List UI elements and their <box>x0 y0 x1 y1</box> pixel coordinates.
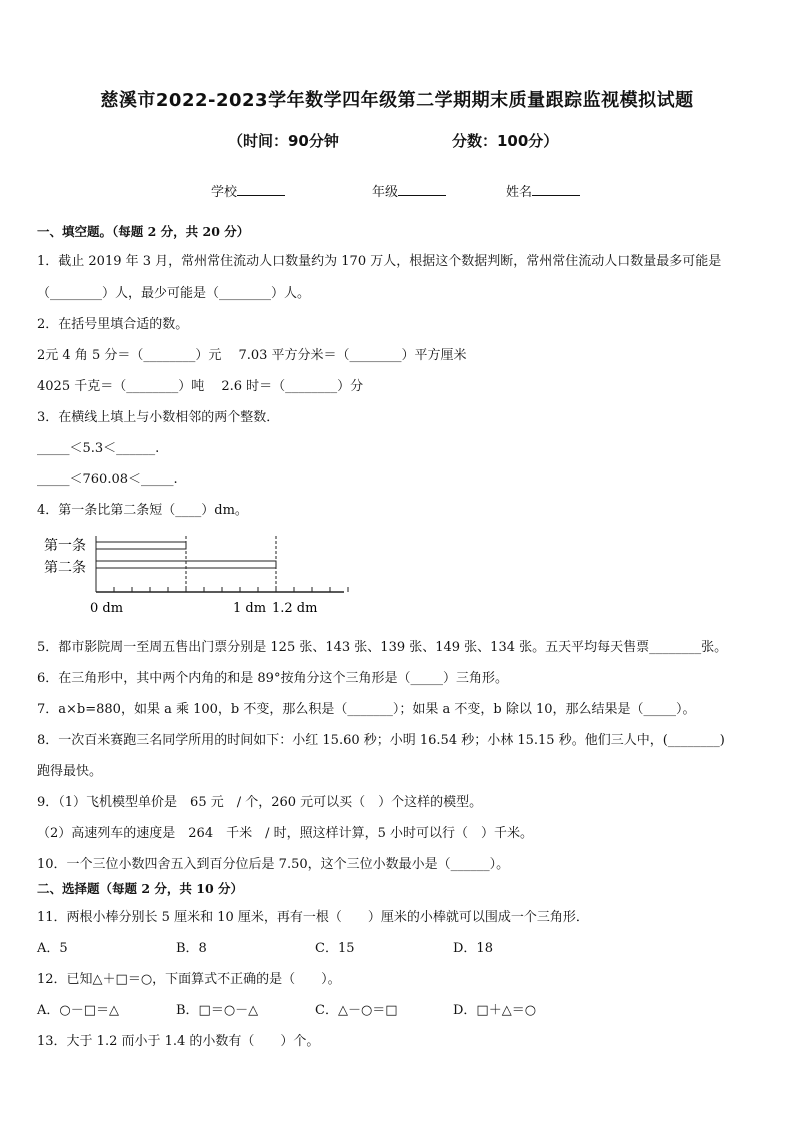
q12-option-a[interactable]: A．○－□＝△ <box>37 1003 120 1018</box>
question-4-stem: 4．第一条比第二条短（____）dm。 <box>37 503 248 518</box>
question-8-line-1: 8．一次百米赛跑三名同学所用的时间如下：小红 15.60 秒；小明 16.54 秒；小林 15.15 秒。他们三人中，(________) <box>37 733 725 748</box>
question-12: 12．已知△＋□＝○，下面算式不正确的是（ ）。 <box>37 972 341 987</box>
tick-label-0: 0 dm <box>90 601 124 616</box>
name-field[interactable] <box>506 181 580 200</box>
question-6: 6．在三角形中，其中两个内角的和是 89°按角分这个三角形是（_____）三角形。 <box>37 671 508 686</box>
school-label: 学校 <box>211 185 238 200</box>
question-8-line-2: 跑得最快。 <box>37 764 103 779</box>
question-13: 13．大于 1.2 而小于 1.4 的小数有（ ）个。 <box>37 1034 320 1049</box>
question-10: 10．一个三位小数四舍五入到百分位后是 7.50，这个三位小数最小是（______）。 <box>37 857 510 872</box>
tick-label-1-2: 1.2 dm <box>272 601 318 616</box>
grade-field[interactable] <box>372 181 446 200</box>
page-title: 慈溪市2022-2023学年数学四年级第二学期期末质量跟踪监视模拟试题 <box>100 90 694 111</box>
tick-label-1: 1 dm <box>233 601 267 616</box>
section-1-heading: 一、填空题。（每题 2 分，共 20 分） <box>37 224 250 239</box>
line-segment-figure <box>40 530 350 620</box>
question-2-line-1: 2元 4 角 5 分＝（________）元 7.03 平方分米＝（________）平方厘米 <box>37 348 467 363</box>
question-11: 11．两根小棒分别长 5 厘米和 10 厘米，再有一根（ ）厘米的小棒就可以围成一个三角形． <box>37 910 589 925</box>
q11-option-c[interactable]: C．15 <box>315 941 355 956</box>
q11-option-d[interactable]: D．18 <box>453 941 493 956</box>
section-2-heading: 二、选择题（每题 2 分，共 10 分） <box>37 881 244 896</box>
question-7: 7．a×b=880，如果 a 乘 100，b 不变，那么积是（_______）；如果 a 不变，b 除以 10，那么结果是（_____）。 <box>37 702 696 717</box>
question-1-line-1: 1．截止 2019 年 3 月，常州常住流动人口数量约为 170 万人，根据这个数据判断，常州常住流动人口数量最多可能是 <box>37 254 722 269</box>
q11-option-a[interactable]: A．5 <box>37 941 68 956</box>
question-9-line-1: 9．（1）飞机模型单价是 65 元 / 个，260 元可以买（ ）个这样的模型。 <box>37 795 483 810</box>
question-2-stem: 2．在括号里填合适的数。 <box>37 317 189 332</box>
question-2-line-2: 4025 千克＝（________）吨 2.6 时＝（________）分 <box>37 379 364 394</box>
grade-label: 年级 <box>372 185 399 200</box>
school-field[interactable] <box>211 181 285 200</box>
question-3-stem: 3．在横线上填上与小数相邻的两个整数． <box>37 410 280 425</box>
figure-label-first: 第一条 <box>44 538 86 554</box>
question-5: 5．都市影院周一至周五售出门票分别是 125 张、143 张、139 张、149 张、134 张。五天平均每天售票________张。 <box>37 640 728 655</box>
exam-score: 分数：100分） <box>452 132 559 150</box>
q12-option-d[interactable]: D．□＋△＝○ <box>453 1003 537 1018</box>
q11-option-b[interactable]: B．8 <box>176 941 207 956</box>
q12-option-c[interactable]: C．△－○＝□ <box>315 1003 398 1018</box>
question-9-line-2: （2）高速列车的速度是 264 千米 / 时，照这样计算，5 小时可以行（ ）千米。 <box>37 826 534 841</box>
question-3-line-1: _____＜5.3＜______. <box>37 441 160 456</box>
figure-label-second: 第二条 <box>44 560 86 576</box>
bar-first <box>96 542 186 549</box>
question-3-line-2: _____＜760.08＜_____. <box>37 472 178 487</box>
exam-time: （时间：90分钟 <box>228 132 339 150</box>
question-1-line-2: （________）人，最少可能是（________）人。 <box>37 286 311 301</box>
name-label: 姓名 <box>506 185 533 200</box>
q12-option-b[interactable]: B．□＝○－△ <box>176 1003 259 1018</box>
